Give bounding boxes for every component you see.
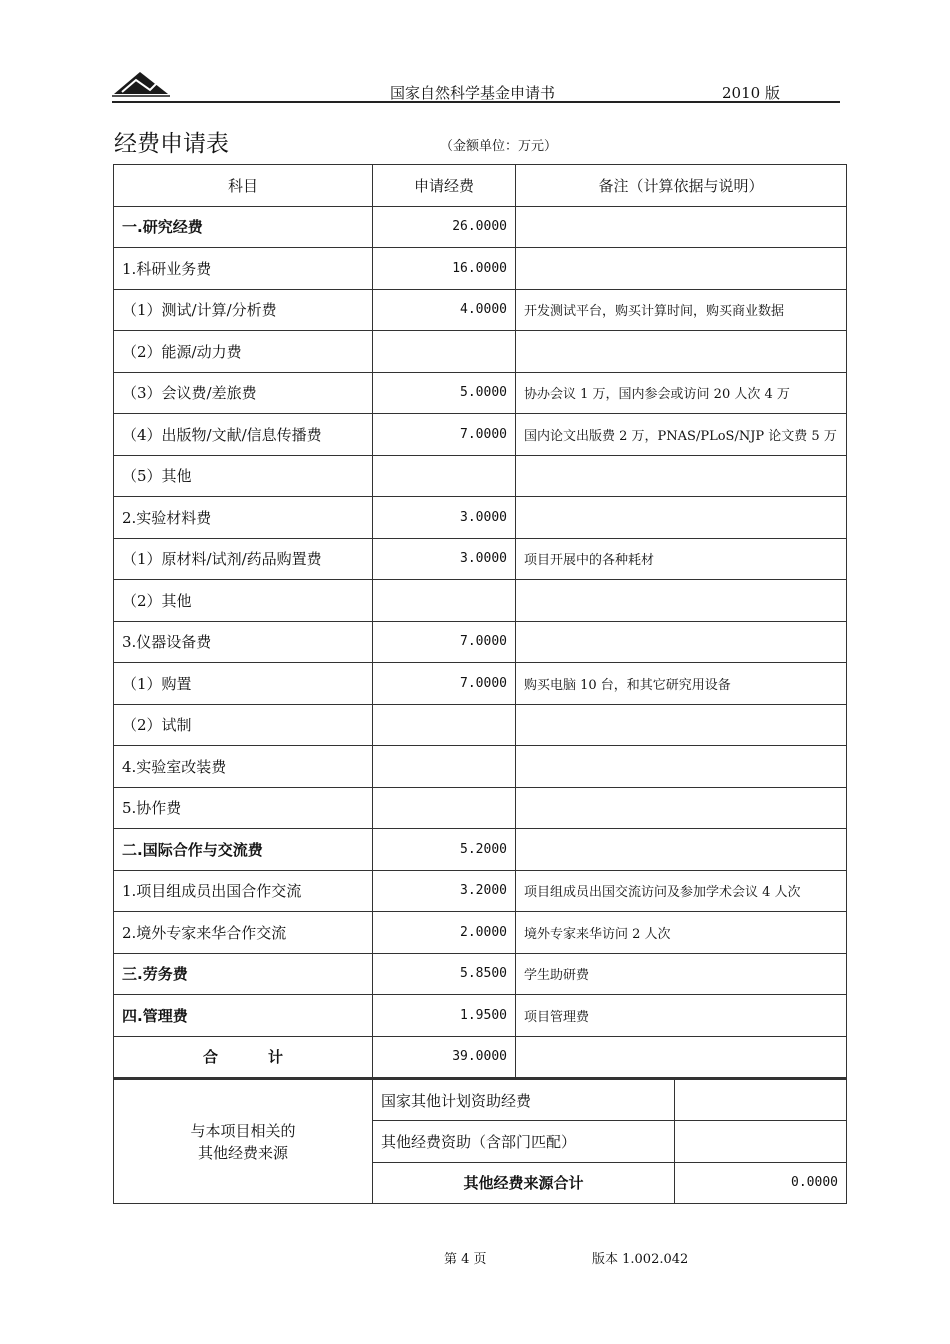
row-amount[interactable]: 5.8500 bbox=[373, 953, 516, 995]
row-item: 二.国际合作与交流费 bbox=[114, 829, 373, 871]
row-note[interactable] bbox=[516, 787, 847, 829]
row-amount[interactable]: 7.0000 bbox=[373, 414, 516, 456]
other-source-label: 国家其他计划资助经费 bbox=[373, 1079, 675, 1121]
table-row bbox=[114, 497, 847, 539]
row-note[interactable] bbox=[516, 497, 847, 539]
row-item: （1）购置 bbox=[114, 663, 373, 705]
row-amount[interactable]: 1.9500 bbox=[373, 995, 516, 1037]
row-note[interactable]: 项目管理费 bbox=[516, 995, 847, 1037]
row-note[interactable]: 学生助研费 bbox=[516, 953, 847, 995]
row-item: 2.实验材料费 bbox=[114, 497, 373, 539]
row-note[interactable] bbox=[516, 621, 847, 663]
table-row bbox=[114, 829, 847, 871]
row-amount[interactable]: 5.0000 bbox=[373, 372, 516, 414]
row-note[interactable] bbox=[516, 746, 847, 788]
other-source-amount[interactable] bbox=[675, 1121, 847, 1163]
row-item: （2）试制 bbox=[114, 704, 373, 746]
other-source-label: 其他经费资助（含部门匹配） bbox=[373, 1121, 675, 1163]
header-version: 2010 版 bbox=[722, 84, 780, 102]
row-item: （1）测试/计算/分析费 bbox=[114, 289, 373, 331]
row-item: （5）其他 bbox=[114, 455, 373, 497]
row-note[interactable] bbox=[516, 455, 847, 497]
column-header: 备注（计算依据与说明） bbox=[516, 165, 847, 207]
row-note[interactable]: 项目组成员出国交流访问及参加学术会议 4 人次 bbox=[516, 870, 847, 912]
total-label: 合 计 bbox=[114, 1036, 373, 1078]
page-title: 经费申请表 bbox=[114, 131, 229, 157]
table-row bbox=[114, 912, 847, 954]
row-item: 四.管理费 bbox=[114, 995, 373, 1037]
budget-table bbox=[113, 164, 847, 1078]
table-row bbox=[114, 580, 847, 622]
other-sources-table bbox=[113, 1078, 847, 1204]
row-amount[interactable]: 4.0000 bbox=[373, 289, 516, 331]
row-amount[interactable] bbox=[373, 704, 516, 746]
table-row bbox=[114, 372, 847, 414]
total-amount[interactable]: 39.0000 bbox=[373, 1036, 516, 1078]
row-amount[interactable]: 3.0000 bbox=[373, 538, 516, 580]
table-row bbox=[114, 995, 847, 1037]
table-row bbox=[114, 331, 847, 373]
total-note[interactable] bbox=[516, 1036, 847, 1078]
row-amount[interactable] bbox=[373, 787, 516, 829]
table-row bbox=[114, 663, 847, 705]
row-item: （2）其他 bbox=[114, 580, 373, 622]
row-item: （3）会议费/差旅费 bbox=[114, 372, 373, 414]
row-item: 1.项目组成员出国合作交流 bbox=[114, 870, 373, 912]
row-amount[interactable]: 26.0000 bbox=[373, 206, 516, 248]
total-row bbox=[114, 1036, 847, 1078]
row-note[interactable]: 协办会议 1 万，国内参会或访问 20 人次 4 万 bbox=[516, 372, 847, 414]
table-row bbox=[114, 621, 847, 663]
table-row bbox=[114, 953, 847, 995]
row-item: （4）出版物/文献/信息传播费 bbox=[114, 414, 373, 456]
row-amount[interactable]: 7.0000 bbox=[373, 663, 516, 705]
row-amount[interactable] bbox=[373, 580, 516, 622]
row-amount[interactable] bbox=[373, 455, 516, 497]
row-note[interactable]: 开发测试平台，购买计算时间，购买商业数据 bbox=[516, 289, 847, 331]
row-amount[interactable]: 3.2000 bbox=[373, 870, 516, 912]
table-row bbox=[114, 248, 847, 290]
row-item: 5.协作费 bbox=[114, 787, 373, 829]
header-rule bbox=[112, 101, 840, 103]
table-row bbox=[114, 746, 847, 788]
other-sources-total-amount[interactable]: 0.0000 bbox=[675, 1162, 847, 1204]
table-row bbox=[114, 704, 847, 746]
other-source-row bbox=[114, 1079, 847, 1121]
footer-page-number: 第 4 页 bbox=[444, 1252, 487, 1267]
column-header: 申请经费 bbox=[373, 165, 516, 207]
row-item: 2.境外专家来华合作交流 bbox=[114, 912, 373, 954]
table-row bbox=[114, 455, 847, 497]
row-note[interactable]: 购买电脑 10 台，和其它研究用设备 bbox=[516, 663, 847, 705]
row-item: （1）原材料/试剂/药品购置费 bbox=[114, 538, 373, 580]
row-amount[interactable]: 16.0000 bbox=[373, 248, 516, 290]
row-item: （2）能源/动力费 bbox=[114, 331, 373, 373]
other-sources-label: 与本项目相关的 其他经费来源 bbox=[114, 1079, 373, 1204]
row-note[interactable] bbox=[516, 248, 847, 290]
nsfc-logo-icon bbox=[112, 68, 170, 98]
table-row bbox=[114, 538, 847, 580]
table-row bbox=[114, 206, 847, 248]
row-note[interactable] bbox=[516, 704, 847, 746]
row-amount[interactable] bbox=[373, 746, 516, 788]
row-note[interactable] bbox=[516, 580, 847, 622]
row-note[interactable]: 境外专家来华访问 2 人次 bbox=[516, 912, 847, 954]
row-amount[interactable] bbox=[373, 331, 516, 373]
row-item: 三.劳务费 bbox=[114, 953, 373, 995]
table-row bbox=[114, 289, 847, 331]
row-amount[interactable]: 5.2000 bbox=[373, 829, 516, 871]
row-amount[interactable]: 2.0000 bbox=[373, 912, 516, 954]
row-item: 一.研究经费 bbox=[114, 206, 373, 248]
row-note[interactable] bbox=[516, 206, 847, 248]
other-source-amount[interactable] bbox=[675, 1079, 847, 1121]
table-row bbox=[114, 787, 847, 829]
table-row bbox=[114, 414, 847, 456]
footer-version: 版本 1.002.042 bbox=[592, 1252, 689, 1267]
header-title: 国家自然科学基金申请书 bbox=[390, 84, 556, 102]
other-sources-total-label: 其他经费来源合计 bbox=[373, 1162, 675, 1204]
table-row bbox=[114, 870, 847, 912]
row-amount[interactable]: 7.0000 bbox=[373, 621, 516, 663]
column-header: 科目 bbox=[114, 165, 373, 207]
row-item: 4.实验室改装费 bbox=[114, 746, 373, 788]
table-header-row bbox=[114, 165, 847, 207]
row-amount[interactable]: 3.0000 bbox=[373, 497, 516, 539]
row-note[interactable] bbox=[516, 331, 847, 373]
row-item: 1.科研业务费 bbox=[114, 248, 373, 290]
row-note[interactable] bbox=[516, 829, 847, 871]
row-note[interactable]: 国内论文出版费 2 万，PNAS/PLoS/NJP 论文费 5 万 bbox=[516, 414, 847, 456]
row-item: 3.仪器设备费 bbox=[114, 621, 373, 663]
row-note[interactable]: 项目开展中的各种耗材 bbox=[516, 538, 847, 580]
unit-note: （金额单位：万元） bbox=[440, 139, 558, 154]
